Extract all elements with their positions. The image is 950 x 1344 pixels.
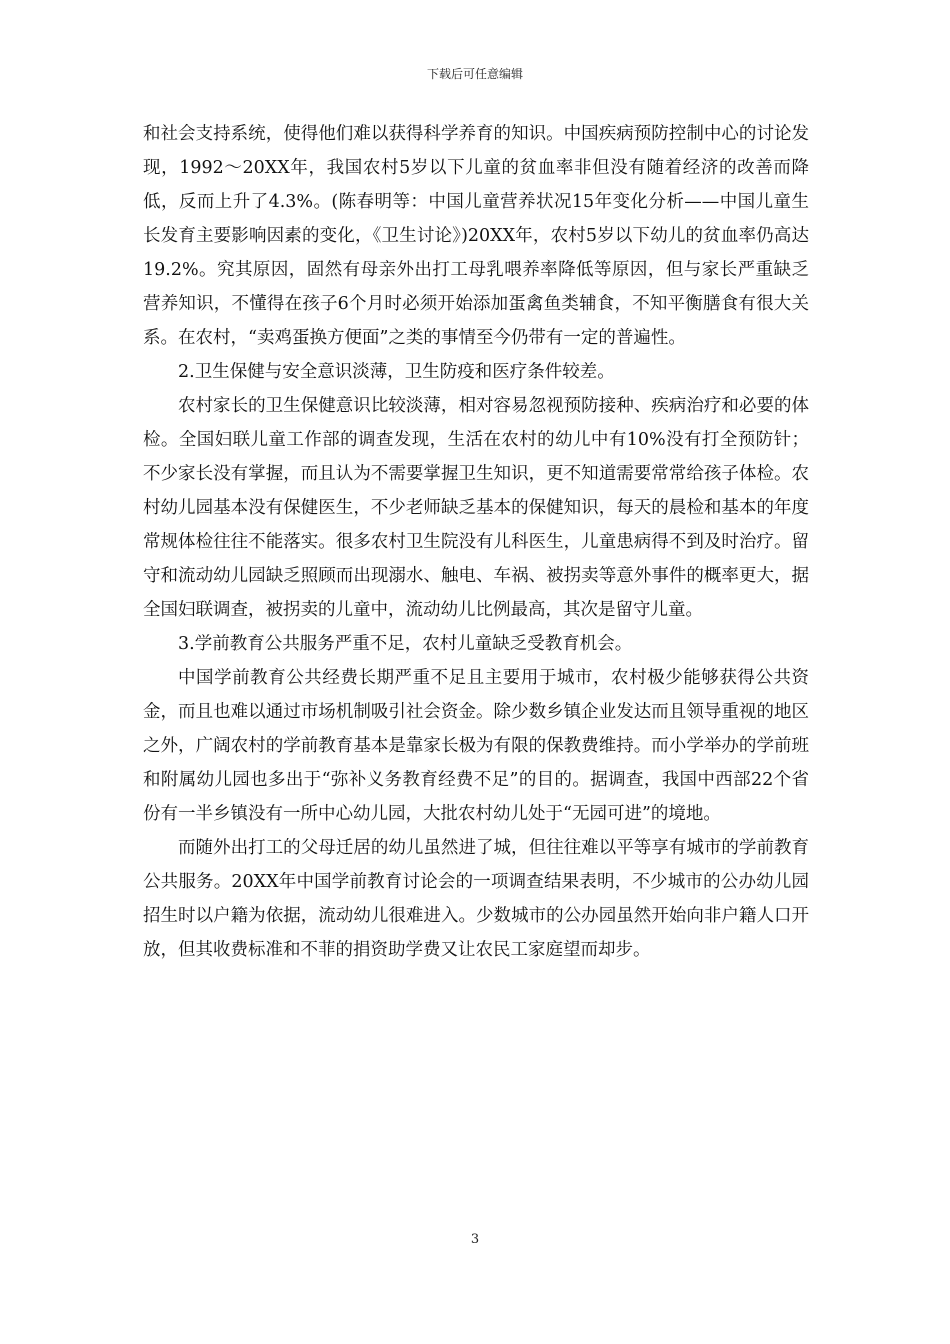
body-paragraph: 而随外出打工的父母迁居的幼儿虽然进了城，但往往难以平等享有城市的学前教育公共服务。20XX年中国学前教育讨论会的一项调查结果表明，不少城市的公办幼儿园招生时以户籍为依据，流动幼儿很难进入。少数城市的公办园虽然开始向非户籍人口开放，但其收费标准和不菲的捐资助学费又让农民工家庭望而却步。 xyxy=(143,838,809,960)
section-heading: 3.学前教育公共服务严重不足，农村儿童缺乏受教育机会。 xyxy=(178,634,633,654)
body-paragraph: 农村家长的卫生保健意识比较淡薄，相对容易忽视预防接种、疾病治疗和必要的体检。全国妇联儿童工作部的调查发现，生活在农村的幼儿中有10%没有打全预防针；不少家长没有掌握，而且认为不需要掌握卫生知识，更不知道需要常常给孩子体检。农村幼儿园基本没有保健医生，不少老师缺乏基本的保健知识，每天的晨检和基本的年度常规体检往往不能落实。很多农村卫生院没有儿科医生，儿童患病得不到及时治疗。留守和流动幼儿园缺乏照顾而出现溺水、触电、车祸、被拐卖等意外事件的概率更大，据全国妇联调查，被拐卖的儿童中，流动幼儿比例最高，其次是留守儿童。 xyxy=(143,396,809,620)
body-paragraph: 中国学前教育公共经费长期严重不足且主要用于城市，农村极少能够获得公共资金，而且也难以通过市场机制吸引社会资金。除少数乡镇企业发达而且领导重视的地区之外，广阔农村的学前教育基本是靠家长极为有限的保教费维持。而小学举办的学前班和附属幼儿园也多出于“弥补义务教育经费不足”的目的。据调查，我国中西部22个省份有一半乡镇没有一所中心幼儿园，大批农村幼儿处于“无园可进”的境地。 xyxy=(143,668,809,824)
page-header: 下载后可任意编辑 xyxy=(426,67,523,81)
body-paragraph: 和社会支持系统，使得他们难以获得科学养育的知识。中国疾病预防控制中心的讨论发现，1992～20XX年，我国农村5岁以下儿童的贫血率非但没有随着经济的改善而降低，反而上升了4.3%。(陈春明等：中国儿童营养状况15年变化分析——中国儿童生长发育主要影响因素的变化，《卫生讨论》)20XX年，农村5岁以下幼儿的贫血率仍高达19.2%。究其原因，固然有母亲外出打工母乳喂养率降低等原因，但与家长严重缺乏营养知识，不懂得在孩子6个月时必须开始添加蛋禽鱼类辅食，不知平衡膳食有很大关系。在农村，“卖鸡蛋换方便面”之类的事情至今仍带有一定的普遍性。 xyxy=(143,124,809,348)
document-body xyxy=(143,117,809,967)
page-number: 3 xyxy=(470,1232,480,1247)
section-heading: 2.卫生保健与安全意识淡薄，卫生防疫和医疗条件较差。 xyxy=(178,362,615,382)
